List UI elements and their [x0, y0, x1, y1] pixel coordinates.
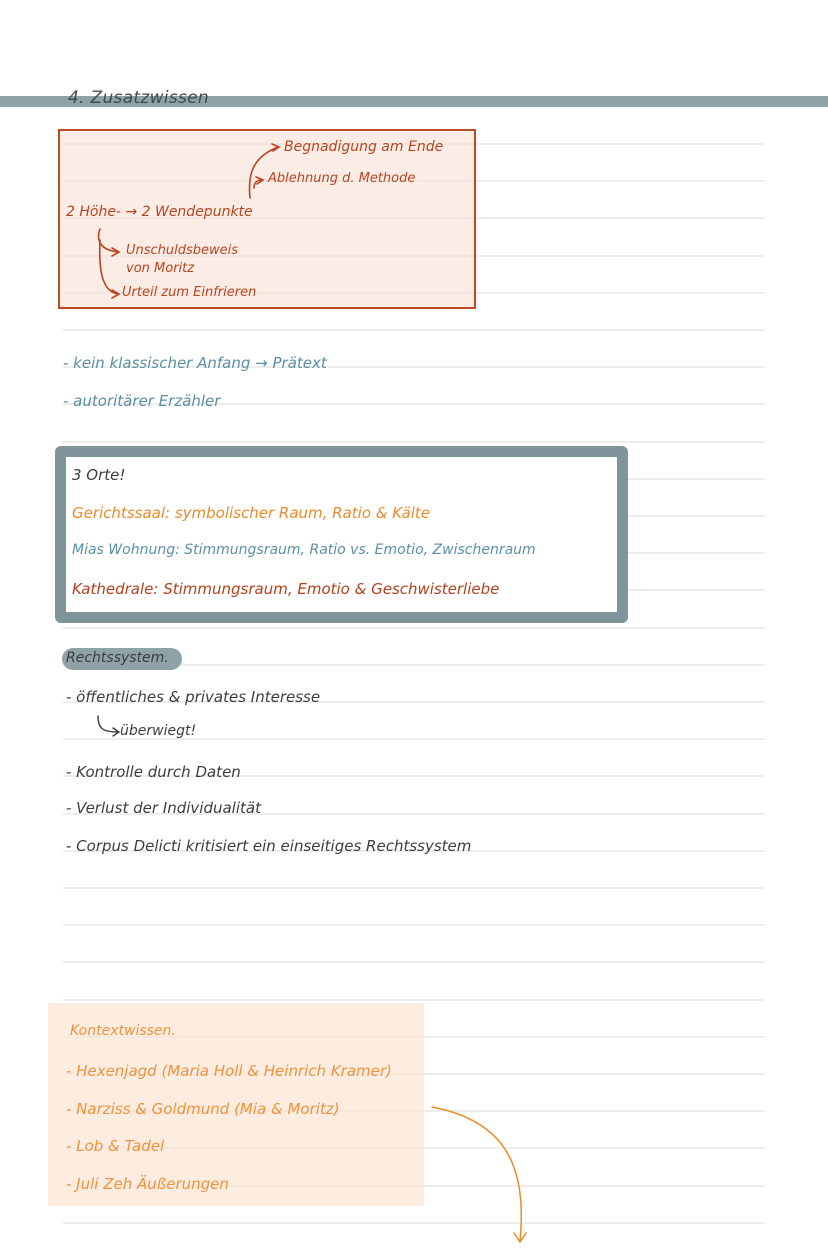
kontext-title: Kontextwissen.: [70, 1023, 176, 1039]
branch-ablehnung: Ablehnung d. Methode: [268, 171, 416, 186]
branch-urteil: Urteil zum Einfrieren: [122, 285, 257, 300]
orte-gerichtssaal: Gerichtssaal: symbolischer Raum, Ratio & Kälte: [72, 504, 431, 522]
branch-unschuldsbeweis: Unschuldsbeweis: [126, 243, 239, 258]
note-erzaehler: - autoritärer Erzähler: [63, 392, 221, 410]
orte-wohnung: Mias Wohnung: Stimmungsraum, Ratio vs. Emotio, Zwischenraum: [72, 542, 536, 558]
branch-von-moritz: von Moritz: [126, 261, 195, 276]
kontext-item-juli-zeh: - Juli Zeh Äußerungen: [66, 1175, 229, 1193]
rechtssystem-item-ueberwiegt: überwiegt!: [120, 723, 197, 739]
section-heading: 4. Zusatzwissen: [68, 88, 209, 108]
box1-main-text: 2 Höhe- → 2 Wendepunkte: [66, 204, 253, 220]
rechtssystem-title: Rechtssystem.: [66, 650, 169, 666]
orte-title: 3 Orte!: [72, 466, 126, 484]
note-anfang: - kein klassischer Anfang → Prätext: [63, 354, 327, 372]
kontext-item-hexenjagd: - Hexenjagd (Maria Holl & Heinrich Kramer): [66, 1062, 392, 1080]
rechtssystem-item-corpus-delicti: - Corpus Delicti kritisiert ein einseitiges Rechtssystem: [66, 837, 472, 855]
orte-kathedrale: Kathedrale: Stimmungsraum, Emotio & Geschwisterliebe: [72, 580, 500, 598]
kontext-item-lob-tadel: - Lob & Tadel: [66, 1137, 165, 1155]
branch-begnadigung: Begnadigung am Ende: [284, 139, 444, 155]
rechtssystem-item-daten: - Kontrolle durch Daten: [66, 763, 241, 781]
kontext-item-narziss: - Narziss & Goldmund (Mia & Moritz): [66, 1100, 340, 1118]
rechtssystem-item-individualitaet: - Verlust der Individualität: [66, 799, 261, 817]
rechtssystem-item-interesse: - öffentliches & privates Interesse: [66, 688, 321, 706]
